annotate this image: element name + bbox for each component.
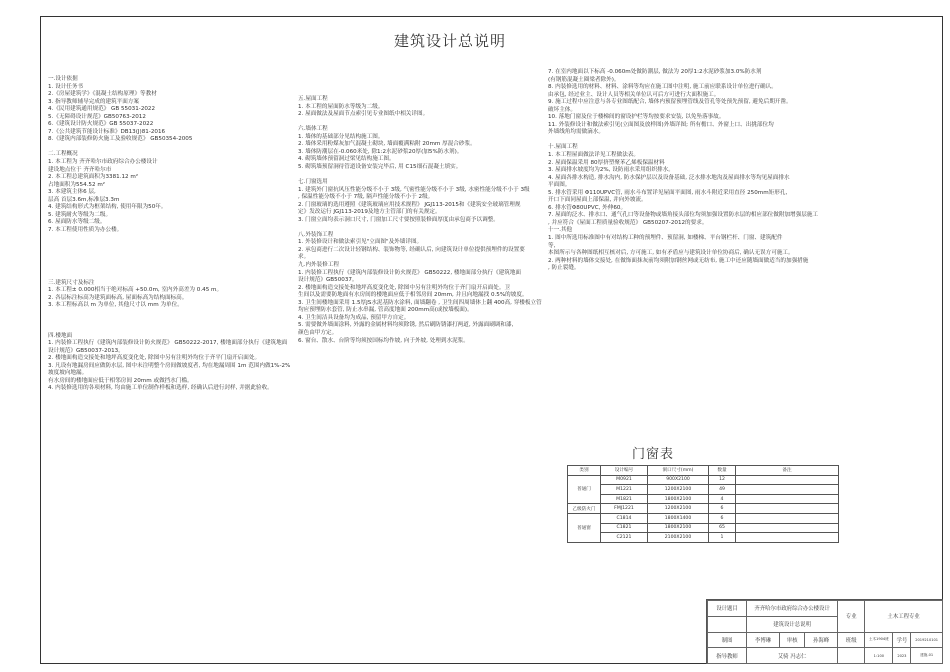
draw-label: 制图 xyxy=(708,632,747,648)
class-value: 土木1904班 xyxy=(865,632,893,648)
drawing-name: 建筑设计总说明 xyxy=(747,616,838,632)
door-note-cell xyxy=(736,494,839,504)
note-line: 2. 承包商进行二次设计轻钢结构、装饰物等, 经确认后, 向建筑设计单位提供预埋件的设置要 xyxy=(298,246,525,253)
note-line xyxy=(48,272,298,280)
note-line: 1. 本工程的屋面防水等级为二级。 xyxy=(298,103,384,110)
note-line: 1. 外装修设计和做法索引见"立面图"及外墙详图。 xyxy=(298,239,423,246)
note-line: 4. 建筑结构形式为框架结构, 使用年限为50年。 xyxy=(48,204,167,211)
note-line: 坡度坡向地漏。 xyxy=(48,370,88,377)
note-line: 定》发改运行 JGJ113-2019及地方主管部门的有关规定。 xyxy=(298,209,441,216)
note-line: 生间以及需要防地面有水房间的楼地面应低于相邻房间 20mm, 并且向地漏找 0.5%的坡度。 xyxy=(298,292,528,299)
note-line: 外墙线角均需做滴水。 xyxy=(548,129,604,136)
door-note-cell xyxy=(736,475,839,485)
note-line: 2. 两种材料的墙体交接处, 在做饰面抹灰前均须附加钢丝网或无纺布, 施工中还应随墙面做适当的加强措施 xyxy=(548,257,809,264)
door-note-cell xyxy=(736,504,839,514)
door-table-cell: 1800X1400 xyxy=(648,513,709,523)
note-line: 九.内外装修工程 xyxy=(298,262,339,269)
note-line xyxy=(48,310,298,318)
door-table-row xyxy=(568,485,839,495)
note-line xyxy=(48,325,298,333)
major-value: 土木工程专业 xyxy=(865,601,943,633)
note-line: 5. 需要做外墙面涂料, 外露的金属材料均须除锈, 然后刷防锈漆打两道, 外露面刷调和漆, xyxy=(298,322,514,329)
note-line: 7.《公共建筑节能设计标准》DB13(J)81-2016 xyxy=(48,128,166,135)
note-line: 6. 窗台、散水、台阶等均须按国标均作坡, 向于外坡, 处理到水泥浆。 xyxy=(298,337,469,344)
note-line: 3. 门窗立面均表示洞口尺寸, 门窗加工尺寸要按照装修面厚度由承包商予以调整。 xyxy=(298,216,499,223)
door-table-cell: 6 xyxy=(709,504,736,514)
door-table-row xyxy=(568,504,839,514)
note-line: 3. 卫生间楼地面采用 1.5厚JS水泥基防水涂料, 面墙翻卷 , 卫生间四周墙体上翻 400高, 穿楼板立管 xyxy=(298,299,542,306)
door-table-cell: C1821 xyxy=(601,523,648,533)
teacher-label: 指导教师 xyxy=(708,648,747,664)
door-table-cell: 2100X2100 xyxy=(648,533,709,543)
note-line: 6. 屋面防水等级二级。 xyxy=(48,219,106,226)
note-line xyxy=(48,250,298,258)
door-table-cell: FMJ1221 xyxy=(601,504,648,514)
door-table-header: 洞口尺寸(mm) xyxy=(648,466,709,476)
note-line: 4. 砌筑墙体预留洞过梁见结构施工图。 xyxy=(298,156,395,163)
note-line: 层高 首层3.6m,标准层3.3m xyxy=(48,196,120,203)
note-line: 设计规范》GB50037-2013。 xyxy=(48,347,124,354)
note-line xyxy=(298,224,548,232)
note-line: 十.屋面工程 xyxy=(548,144,578,151)
note-line xyxy=(48,144,298,152)
title-block xyxy=(706,599,943,664)
note-line: 颜色由甲方定。 xyxy=(298,329,338,336)
note-line: 六.墙体工程 xyxy=(298,126,328,133)
door-table-header: 设计编号 xyxy=(601,466,648,476)
note-line: 1. 本工程为 齐齐哈尔市政府综合办公楼设计 xyxy=(48,159,158,166)
note-line: 1. 本工程屋面做法详见工程做法表。 xyxy=(548,152,640,159)
note-line: 7. 在室内地面以下标高 -0.060m处做防潮层, 做法为 20厚1:2水泥砂浆加3.0%防水剂 xyxy=(548,69,762,75)
review-value: 孙海峰 xyxy=(804,632,837,648)
note-line xyxy=(48,265,298,273)
note-line: 2. 墙体采用粉煤灰加气混凝土砌块, 墙面覆满粘附 20mm 厚混合砂浆。 xyxy=(298,141,476,148)
door-table-cell: M1221 xyxy=(601,485,648,495)
note-line xyxy=(48,242,298,250)
door-table-cell: 12 xyxy=(709,475,736,485)
note-line: 3. 墙体防潮层在-0.060米处, 除1:2水泥砂浆20厚(加5%防水剂)。 xyxy=(298,148,463,155)
note-line: 5.《无障碍设计规范》GB50763-2012 xyxy=(48,113,146,120)
class-label: 班级 xyxy=(838,632,865,648)
major-label: 专业 xyxy=(838,601,865,633)
note-line: 七.门窗选用 xyxy=(298,179,328,186)
note-line: 7. 屋面的泛水、排水口、通气孔口等设备物或墙角接头部位均须加强设置防水层的相应部位做附加增强层施工 xyxy=(548,212,819,219)
door-note-cell xyxy=(736,485,839,495)
note-line: 3. 凡设有地漏房间应做防水层, 图中未注明整个房间做坡度者, 均在地漏周围 1m 范围内做1%-2% xyxy=(48,362,291,369)
note-line: 3. 本工程标高以 m 为单位, 其他尺寸以 mm 为单位。 xyxy=(48,302,183,309)
note-line: 2. 各层标注标高为建筑面标高, 屋面标高为结构面标高。 xyxy=(48,294,188,301)
note-line: 5. 排水管采用 Φ110UPVC管, 雨水斗布置详见屋面平面图, 雨水斗附近采用直径 250mm矩形孔, xyxy=(548,189,788,196)
door-table-header: 数量 xyxy=(709,466,736,476)
note-line: 2. 屋面做法及屋面节点索引见专业图纸中相关详图。 xyxy=(298,111,429,118)
door-table-cell: 6 xyxy=(709,513,736,523)
note-line: 本图所示与各种图纸相互核对后, 方可施工, 如有矛盾应与建筑设计单位协商后, 确认无误方可施工。 xyxy=(548,250,794,257)
note-line: 5. 砌筑墙预留洞待管道设备安装完毕后, 用 C15细石混凝土填实。 xyxy=(298,163,462,170)
door-window-table xyxy=(567,465,839,543)
design-title-value: 齐齐哈尔市政府综合办公楼设计 xyxy=(747,601,838,617)
note-line: 占地面积为554.52 m² xyxy=(48,181,106,188)
note-line: , 并应符合《屋面工程质量验收规范》 GB50207-2012的要求。 xyxy=(548,219,708,226)
teacher-value: 艾骑 冯志仁 xyxy=(747,648,838,664)
note-line: 10. 落地门窗及位于楼梯间的窗设护栏等均按要求安装, 以免坠落事故。 xyxy=(548,114,725,121)
note-line: (有钢筋混凝土圈梁者除外)。 xyxy=(548,76,620,83)
door-table-cell: 1200X2100 xyxy=(648,504,709,514)
door-table-cell: 49 xyxy=(709,485,736,495)
notes-column-3 xyxy=(548,69,819,273)
door-table-header: 备注 xyxy=(736,466,839,476)
id-label: 学号 xyxy=(893,632,911,648)
note-line: 4. 内装修选用的各项材料, 均由施工单位制作样板和选样, 经确认后进行封样, 并据此验收。 xyxy=(48,385,273,392)
door-table-cell: M1821 xyxy=(601,494,648,504)
door-note-cell xyxy=(736,533,839,543)
door-table-row xyxy=(568,523,839,533)
note-line: 2. 本工程总建筑面积为3381.12 m² xyxy=(48,174,139,181)
note-line: 一.设计依据 xyxy=(48,76,78,82)
door-table-cell: 900X2100 xyxy=(648,475,709,485)
note-line: , 保温性能分级不小于 7级, 隔声性能分级不小于 2级。 xyxy=(298,194,434,201)
note-line: 1. 墙体的基础部分见结构施工图。 xyxy=(298,133,384,140)
note-line: 十一.其他 xyxy=(548,227,573,234)
door-category-cell: 普通窗 xyxy=(568,513,601,542)
note-line xyxy=(48,234,298,242)
date-value: 2023 xyxy=(893,648,911,664)
note-line: 6. 排水管Φ80UPVC, 外伸60。 xyxy=(548,204,627,211)
note-line: 2. 门窗玻璃的选用遵照《建筑玻璃应用技术规程》 JGJ113-2015和《建筑安全玻璃管理规 xyxy=(298,201,521,208)
note-line: 八.外装饰工程 xyxy=(298,231,334,238)
note-line: 2. 楼地面构造交接处和地坪高度变化处, 除图中另有注明外均位于齐门扇开启面处。卫 xyxy=(298,284,511,291)
door-note-cell xyxy=(736,523,839,533)
door-table-title: 门窗表 xyxy=(632,447,675,462)
note-line: 1. 建筑外门窗抗风压性能分级不小于 3级, 气密性能分级不小于 3级, 水密性能分级不小于 3级 xyxy=(298,186,530,193)
door-table-cell: 65 xyxy=(709,523,736,533)
door-table-cell: 4 xyxy=(709,494,736,504)
door-table-cell: 1800X2100 xyxy=(648,494,709,504)
note-line: 二.工程概况 xyxy=(48,151,78,158)
notes-column-1 xyxy=(48,76,298,393)
notes-column-2 xyxy=(298,96,548,345)
note-line: 1. 图中所选用标准图中有对结构工种的预埋件、预留洞, 如楼梯、平台钢栏杆、门窗、建筑配件 xyxy=(548,235,783,242)
sheet-value: 建施-01 xyxy=(911,648,943,664)
note-line: 2. 屋面保温采用 80厚挤塑聚苯乙烯板保温材料 xyxy=(548,159,665,166)
note-line: 建设地点位于 齐齐哈尔市 xyxy=(48,166,112,173)
note-line: 1. 设计任务书 xyxy=(48,83,84,90)
note-line: 1. 内装修工程执行《建筑内部装修设计防火规范》 GB50222-2017, 楼地面部分执行《建筑地面 xyxy=(48,340,288,347)
door-table-cell: 1 xyxy=(709,533,736,543)
note-line: 4. 屋面各排水构造, 排水沟内, 防水保护层以及设备基础, 泛水排水地沟及屋面排水等均见屋面排水 xyxy=(548,174,790,181)
note-line: 平面图。 xyxy=(548,182,571,189)
door-table-row xyxy=(568,475,839,485)
door-table-row xyxy=(568,533,839,543)
note-line: 三.建筑尺寸及标注 xyxy=(48,279,95,286)
door-table-cell: 1200X2100 xyxy=(648,485,709,495)
door-table-cell: C2121 xyxy=(601,533,648,543)
note-line: 9. 施工过程中应注意与各专业图纸配合, 墙体内预留预埋管线及管孔等处预先预留, 避免后期开凿。 xyxy=(548,99,792,106)
id-value: 2019210101 xyxy=(911,632,943,648)
note-line: 开口下面同屋面上部保温, 并向外坡流。 xyxy=(548,197,647,204)
note-line: 5. 建筑耐火等级为二级。 xyxy=(48,211,112,218)
note-line: 1. 内装修工程执行《建筑内部装修设计防火规范》 GB50222, 楼地面部分执行《建筑地面 xyxy=(298,269,522,276)
note-line: 3. 屋面排水坡度均为2%, 设防雨水采用组织排水。 xyxy=(548,167,674,174)
note-line xyxy=(48,318,298,326)
note-line: 8.《建筑内部装修防火施工及验收规范》 GB50354-2005 xyxy=(48,136,193,143)
note-line xyxy=(548,137,798,145)
note-line xyxy=(48,257,298,265)
draw-value: 李博琳 xyxy=(747,632,780,648)
note-line: 3. 指导教师辅导完成的建筑平面方案 xyxy=(48,98,140,105)
note-line: 2.《房屋建筑学》《混凝土结构原理》等教材 xyxy=(48,91,157,98)
note-line: 破坏主体。 xyxy=(548,106,576,113)
note-line: 4.《民用建筑通用规范》 GB 55031-2022 xyxy=(48,106,156,113)
note-line: , 防止裂缝。 xyxy=(548,265,580,272)
door-category-cell: 普通门 xyxy=(568,475,601,504)
note-line xyxy=(298,119,548,127)
note-line: 2. 楼地面构造交接处和地坪高度变化处, 除图中另有注明外均位于齐平门扇开启面处。 xyxy=(48,355,261,362)
scale-value: 1:100 xyxy=(865,648,893,664)
door-table-cell: C1814 xyxy=(601,513,648,523)
door-table-row xyxy=(568,494,839,504)
note-line: 1. 本工程± 0.000相当于绝对标高 +50.0m, 室内外高差为 0.45 m。 xyxy=(48,287,223,294)
note-line xyxy=(298,171,548,179)
note-line: 五.屋面工程 xyxy=(298,96,328,102)
note-line: 4. 卫生间洁具设备均为成品, 预留甲方自定。 xyxy=(298,314,410,321)
note-line: 有水房间的楼地面应低于相邻房间 20mm 或做挡水门槛。 xyxy=(48,377,193,384)
note-line: 3. 本建筑主体6 层, xyxy=(48,189,96,196)
review-label: 审核 xyxy=(780,632,805,648)
door-table-row xyxy=(568,513,839,523)
page-title: 建筑设计总说明 xyxy=(393,32,506,50)
design-title-label: 设计题目 xyxy=(708,601,747,617)
note-line: 设计规范》GB50037。 xyxy=(298,277,358,284)
note-line: 等, xyxy=(548,242,556,249)
note-line: 求。 xyxy=(298,254,310,261)
note-line: 四.楼地面 xyxy=(48,332,73,339)
note-line: 8. 内装修选用的材料、材料、涂料等均应在施工图中注明, 施工前应联系设计单位进行确认。 xyxy=(548,84,777,91)
door-table-cell: 1800X2100 xyxy=(648,523,709,533)
door-category-cell: 乙级防火门 xyxy=(568,504,601,514)
door-note-cell xyxy=(736,513,839,523)
note-line: 11. 外装修设计和做法索引见(立面图及放样图)外墙详图; 所有檐口、外窗上口、出挑部位均 xyxy=(548,121,774,128)
note-line: 由承包, 经过业主、设计人员等相关单位认可后方可进行大面积施工。 xyxy=(548,91,720,98)
door-table-header: 类别 xyxy=(568,466,601,476)
note-line: 均应预埋防水套管, 防止水串漏, 管高度地面 200mm高(或按墙板面)。 xyxy=(298,307,473,314)
note-line: 6.《建筑设计防火规范》GB 55037-2022 xyxy=(48,121,154,128)
door-table-cell: M0921 xyxy=(601,475,648,485)
note-line: 7. 本工程使用性质为办公楼。 xyxy=(48,226,123,233)
